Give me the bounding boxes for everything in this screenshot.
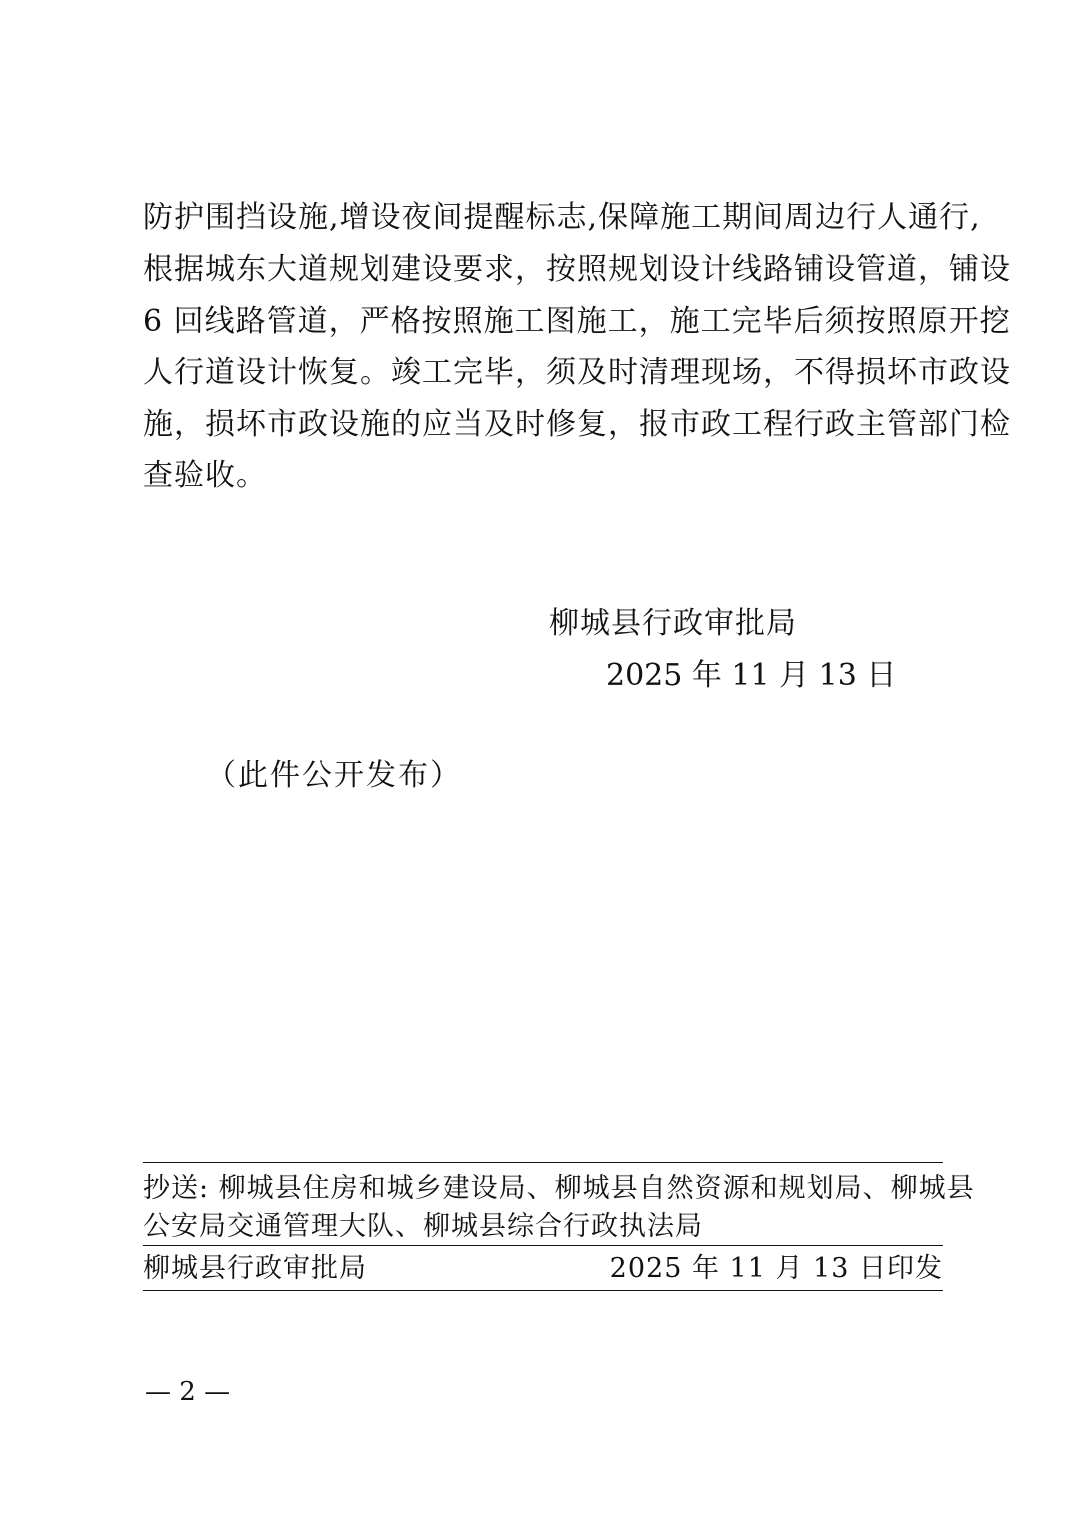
issue-organization: 柳城县行政审批局: [143, 1253, 367, 1284]
signature-issuer: 柳城县行政审批局: [549, 606, 797, 641]
body-line-6: 查验收。: [143, 458, 267, 493]
body-line-2: 根据城东大道规划建设要求，按照规划设计线路铺设管道，铺设: [143, 252, 1011, 287]
disclosure-note: （此件公开发布）: [206, 758, 462, 793]
issue-row: [143, 1250, 943, 1288]
footer-middle-rule: [143, 1245, 943, 1246]
signature-date: 2025 年 11 月 13 日: [606, 658, 897, 693]
body-line-1: 防护围挡设施,增设夜间提醒标志,保障施工期间周边行人通行,: [143, 200, 981, 235]
footer-top-rule: [143, 1162, 943, 1163]
cc-line-1: 抄送: 柳城县住房和城乡建设局、柳城县自然资源和规划局、柳城县: [143, 1173, 975, 1204]
footer-bottom-rule: [143, 1290, 943, 1291]
body-line-5: 施，损坏市政设施的应当及时修复，报市政工程行政主管部门检: [143, 407, 1011, 442]
issue-date: 2025 年 11 月 13 日印发: [609, 1253, 943, 1284]
page-number: — 2 —: [145, 1377, 231, 1407]
body-line-4: 人行道设计恢复。竣工完毕，须及时清理现场，不得损坏市政设: [143, 355, 1011, 390]
body-line-3: 6 回线路管道，严格按照施工图施工，施工完毕后须按照原开挖: [143, 304, 1011, 339]
cc-line-2: 公安局交通管理大队、柳城县综合行政执法局: [143, 1211, 703, 1242]
